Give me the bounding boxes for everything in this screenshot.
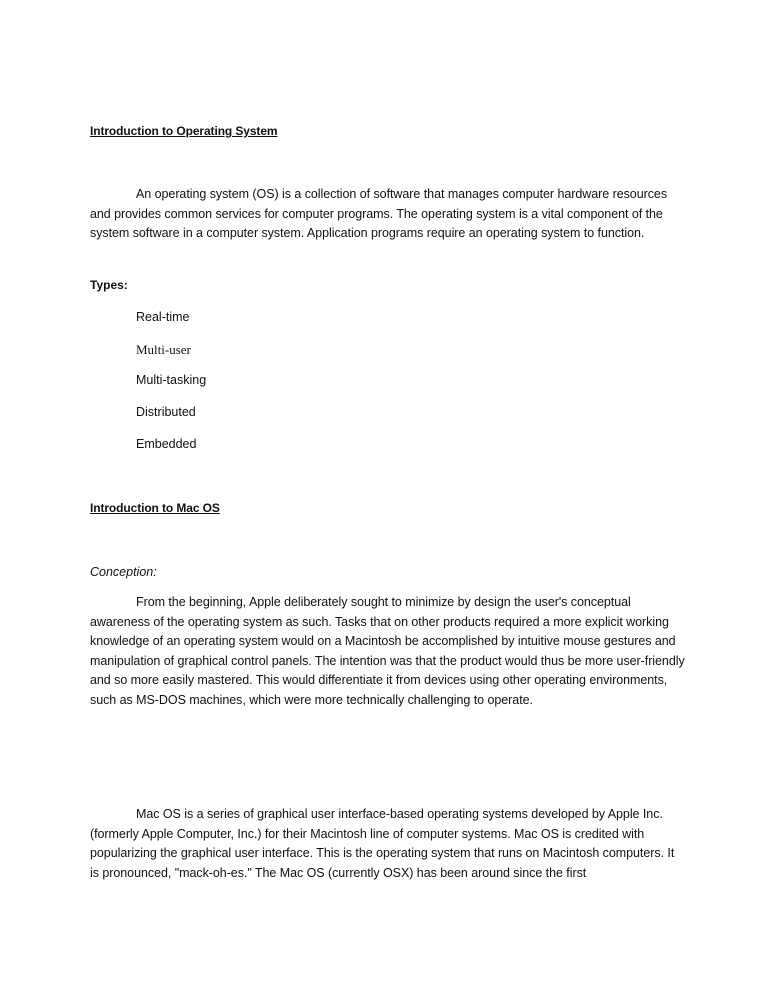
type-item-multi-user: Multi-user (136, 342, 191, 357)
type-item-real-time: Real-time (136, 310, 190, 324)
type-item-embedded: Embedded (136, 437, 197, 451)
section-heading-mac-os: Introduction to Mac OS (90, 501, 220, 515)
conception-subheading: Conception: (90, 565, 157, 579)
mac-os-paragraph: Mac OS is a series of graphical user interface-based operating systems developed by Apple Inc. (formerly Apple Computer, Inc.) for their Macintosh line of computer systems. Mac OS is credited with popularizing the graphical user interface. This is the operating system that runs on Macintosh computers. It is pronounced, "mack-oh-es." The Mac OS (currently OSX) has been around since the first (90, 807, 675, 880)
types-label: Types: (90, 278, 128, 292)
type-item-distributed: Distributed (136, 405, 196, 419)
conception-paragraph: From the beginning, Apple deliberately sought to minimize by design the user's conceptual awareness of the operating system as such. Tasks that on other products required a more explicit working knowledge of an operating system would on a Macintosh be accomplished by intuitive mouse gestures and manipulation of graphical control panels. The intention was that the product would thus be more user-friendly and so more easily mastered. This would differentiate it from devices using other operating environments, such as MS-DOS machines, which were more technically challenging to operate. (90, 595, 685, 707)
os-intro-paragraph: An operating system (OS) is a collection of software that manages computer hardware resources and provides common services for computer programs. The operating system is a vital component of the system software in a computer system. Application programs require an operating system to function. (90, 187, 668, 240)
section-heading-operating-system: Introduction to Operating System (90, 124, 278, 138)
type-item-multi-tasking: Multi-tasking (136, 373, 207, 387)
